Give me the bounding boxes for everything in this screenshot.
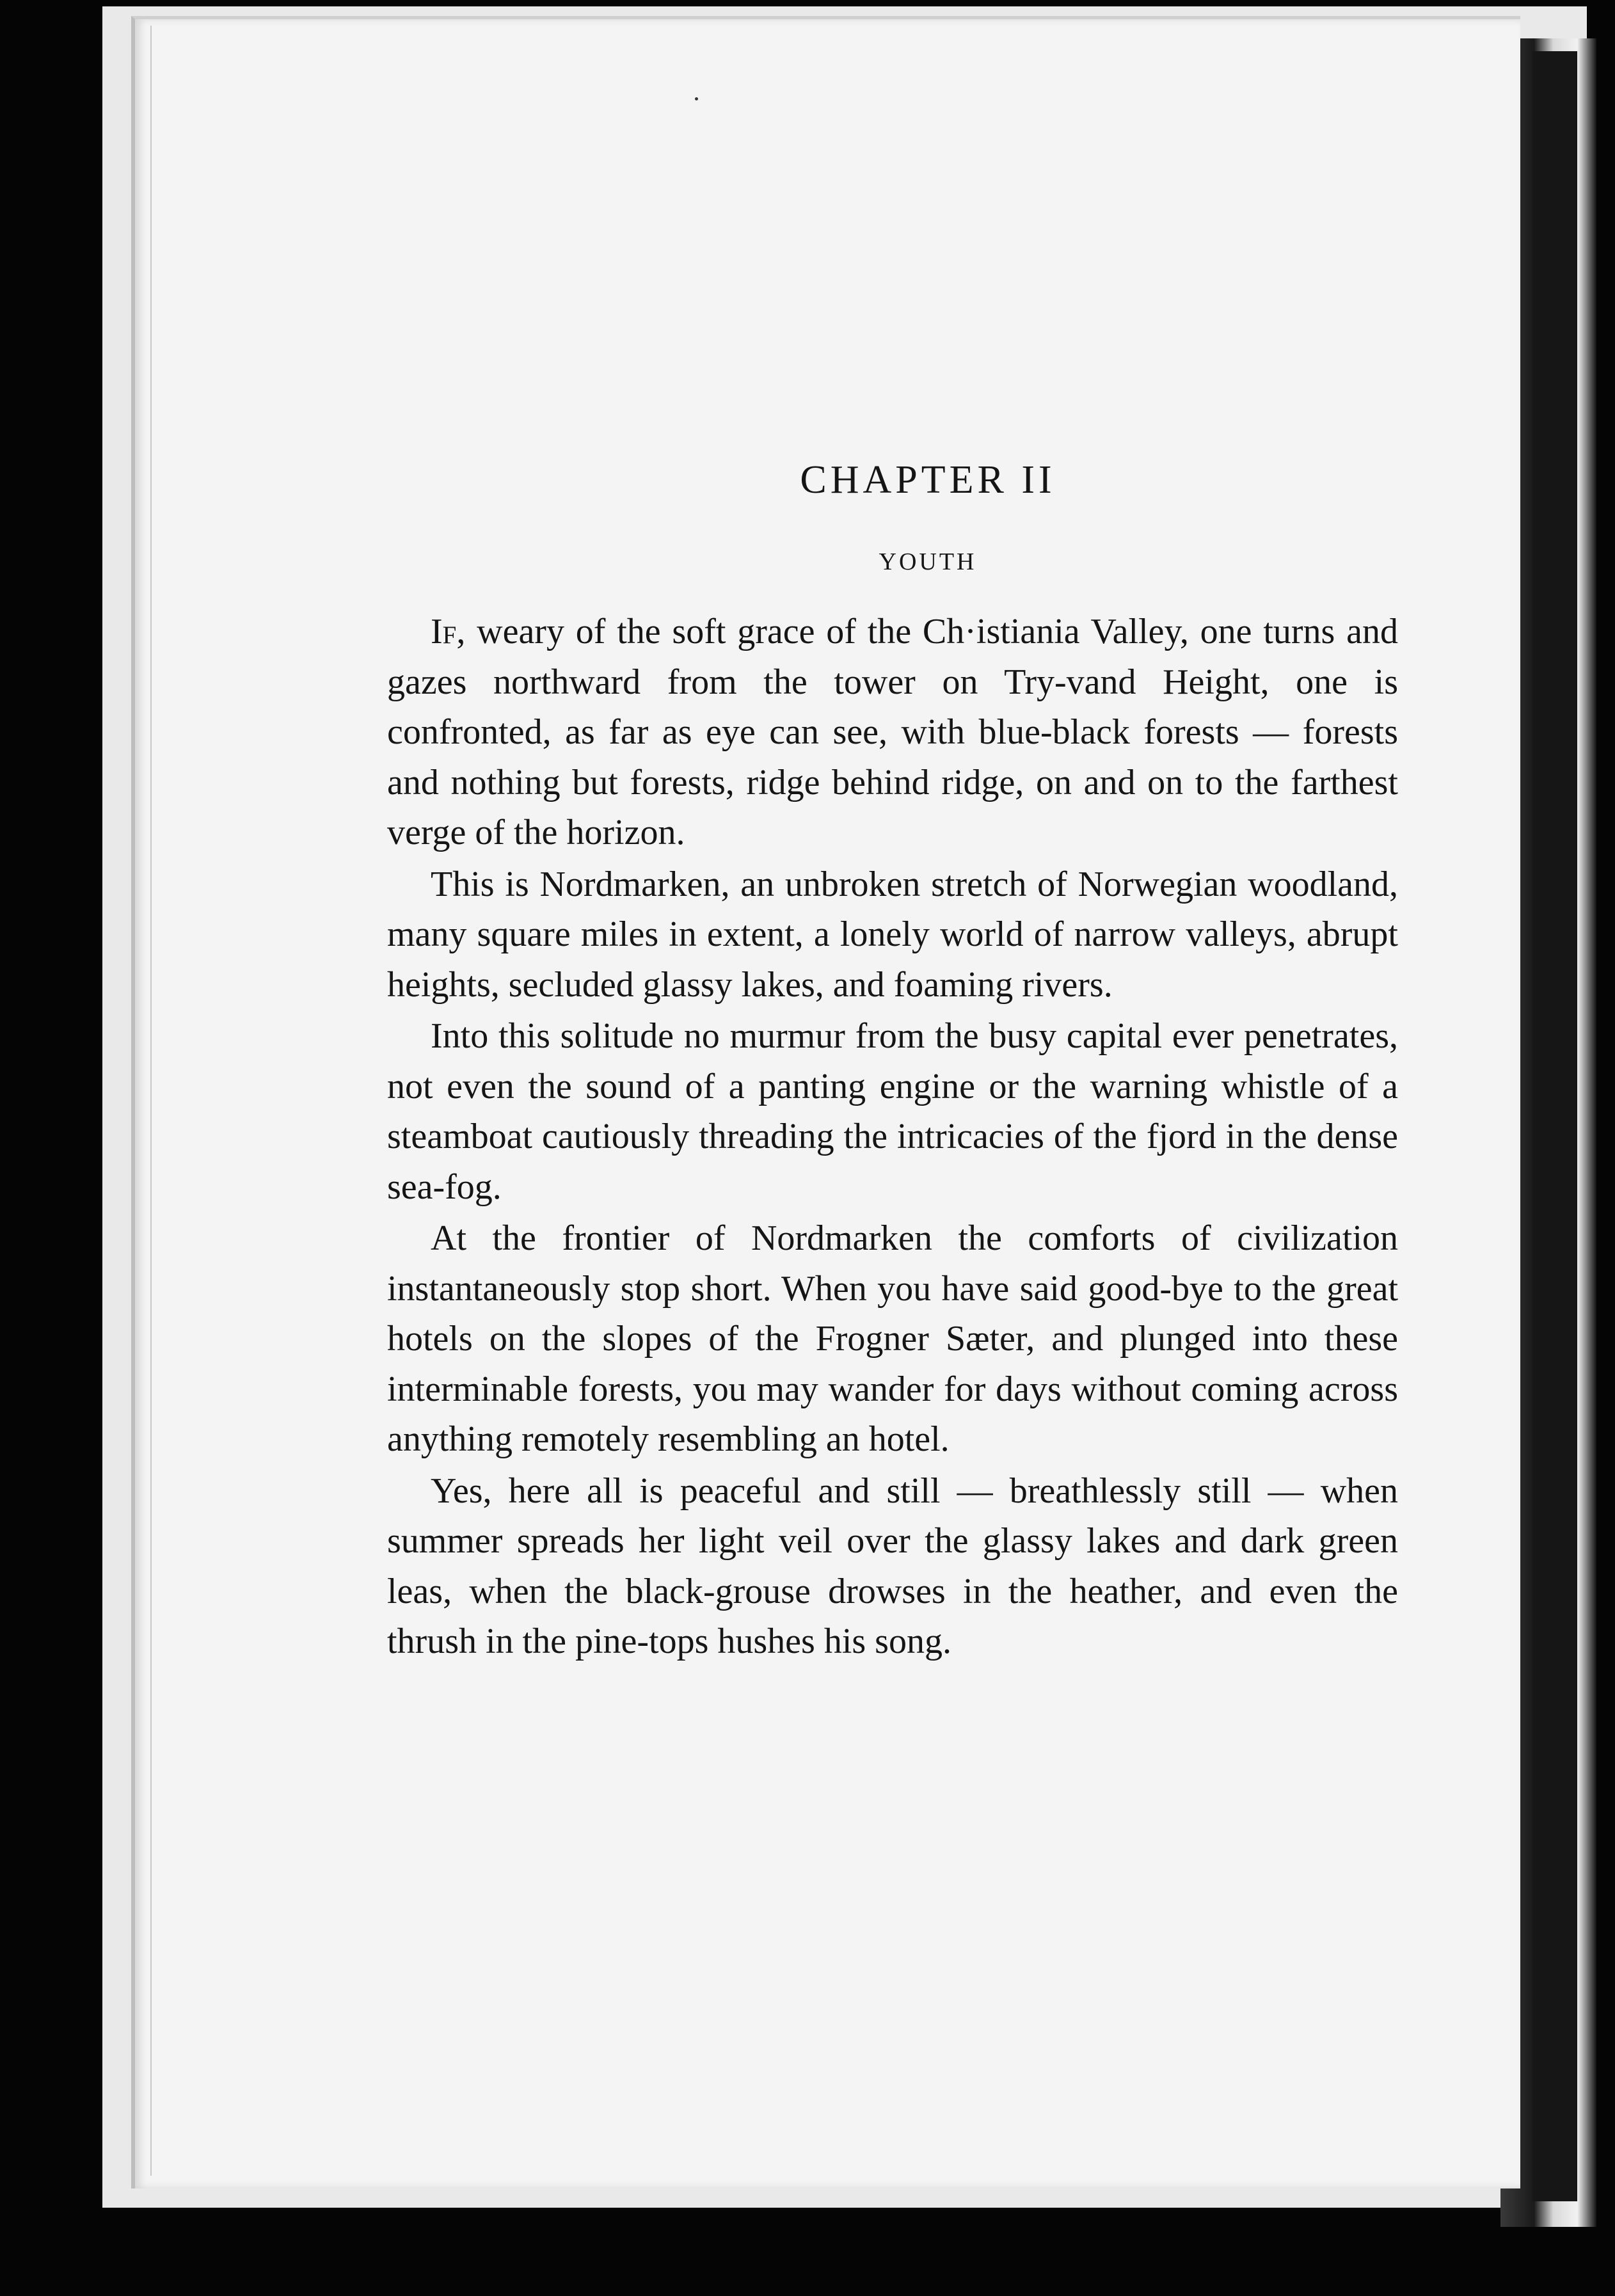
paragraph-2: This is Nordmarken, an unbroken stretch of Norwegian woodland, many square miles in extent, a lonely world of narrow valleys, abrupt heights, secluded glassy lakes, and foaming rivers. [387,864,1398,1005]
paragraph-5: Yes, here all is peaceful and still — breathlessly still — when summer spreads her light veil over the glassy lakes and dark green leas, when the black-grouse drowses in the heather, and even the thrush in the pine-tops hushes his song. [387,1471,1398,1661]
paragraph-3: Into this solitude no murmur from the busy capital ever penetrates, not even the sound of a panting engine or the warning whistle of a steamboat cautiously threading the intricacies of the fjord in the dense sea-fog. [387,1016,1398,1207]
paragraph-body: , weary of the soft grace of the Ch·istiania Valley, one turns and gazes northward from the tower on Try-vand Height, one is confronted, as far as eye can see, with blue-black forests — forests and nothing but forests, ridge behind ridge, on and on to the farthest verge of the horizon. [387,612,1398,852]
page-fold-line [150,26,152,2176]
paragraph-4: At the frontier of Nordmarken the comforts of civilization instantaneously stop short. When you have said good-bye to the great hotels on the slopes of the Frogner Sæter, and plunged into these interminable forests, you may wander for days without coming across anything remotely resembling an hotel. [387,1218,1398,1459]
page-text-block [387,458,1398,1667]
paragraph-lead-word: If [431,612,457,651]
book-spine-shadow [1532,51,1577,2201]
paragraph-1 [387,607,1398,858]
paper-speck [695,97,698,100]
chapter-subtitle: YOUTH [879,548,977,575]
chapter-title: CHAPTER II [800,458,1056,502]
